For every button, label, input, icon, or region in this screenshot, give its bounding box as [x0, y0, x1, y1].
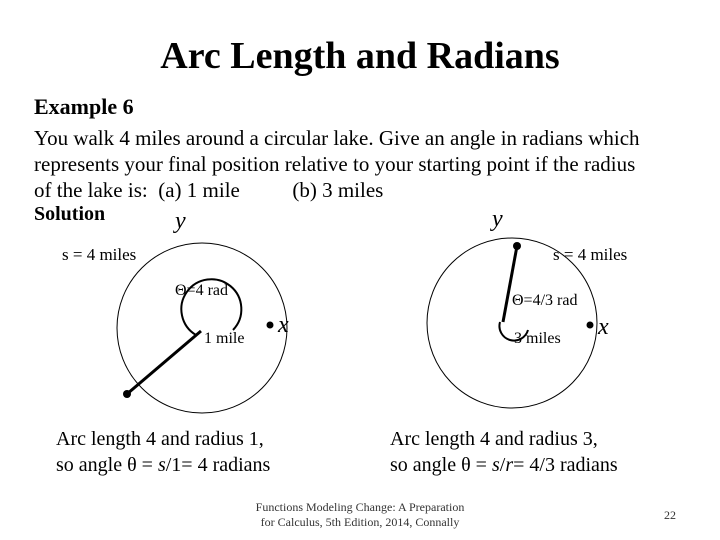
slide-title: Arc Length and Radians [160, 35, 560, 77]
right-caption-line1: Arc length 4 and radius 3, [390, 428, 598, 450]
left-radius-line [127, 331, 201, 394]
caption-text: so angle θ = [56, 454, 158, 476]
left-y-axis-label: y [175, 208, 186, 234]
left-end-point [123, 390, 131, 398]
right-end-point [513, 242, 521, 250]
left-radius-label: 1 mile [204, 330, 245, 347]
right-x-axis-label: x [598, 314, 609, 340]
caption-variable: r [505, 454, 514, 476]
right-radius-line [503, 246, 517, 322]
left-x-axis-label: x [278, 312, 289, 338]
right-radius-label: 3 miles [514, 330, 561, 347]
caption-text: = 4/3 radians [513, 454, 618, 476]
footer-citation [0, 500, 720, 530]
footer-line: for Calculus, 5th Edition, 2014, Connally [260, 515, 460, 529]
page-number: 22 [664, 508, 676, 522]
caption-variable: s [491, 454, 500, 476]
left-lake-circle [117, 243, 287, 413]
solution-label: Solution [34, 203, 106, 225]
left-caption-line1: Arc length 4 and radius 1, [56, 428, 264, 450]
example-heading: Example 6 [34, 94, 134, 119]
left-start-point [267, 322, 274, 329]
right-caption [390, 426, 618, 478]
right-arc-length-label: s = 4 miles [553, 245, 628, 264]
problem-line: represents your final position relative to your starting point if the radius [34, 152, 636, 176]
left-caption-line2 [56, 452, 270, 478]
right-y-axis-label: y [492, 206, 503, 232]
right-angle-label: Θ=4/3 rad [512, 292, 578, 309]
right-start-point [587, 322, 594, 329]
problem-line: You walk 4 miles around a circular lake. Give an angle in radians which [34, 126, 640, 150]
caption-text: / [499, 454, 506, 476]
left-angle-label: Θ=4 rad [175, 282, 229, 299]
left-caption [56, 426, 270, 478]
problem-line: of the lake is: (a) 1 mile (b) 3 miles [34, 178, 384, 202]
right-caption-line2 [390, 452, 618, 478]
footer-line: Functions Modeling Change: A Preparation [255, 500, 465, 514]
caption-text: /1= 4 radians [165, 454, 271, 476]
caption-variable: s [157, 454, 166, 476]
caption-text: so angle θ = [390, 454, 492, 476]
left-arc-length-label: s = 4 miles [62, 245, 137, 264]
